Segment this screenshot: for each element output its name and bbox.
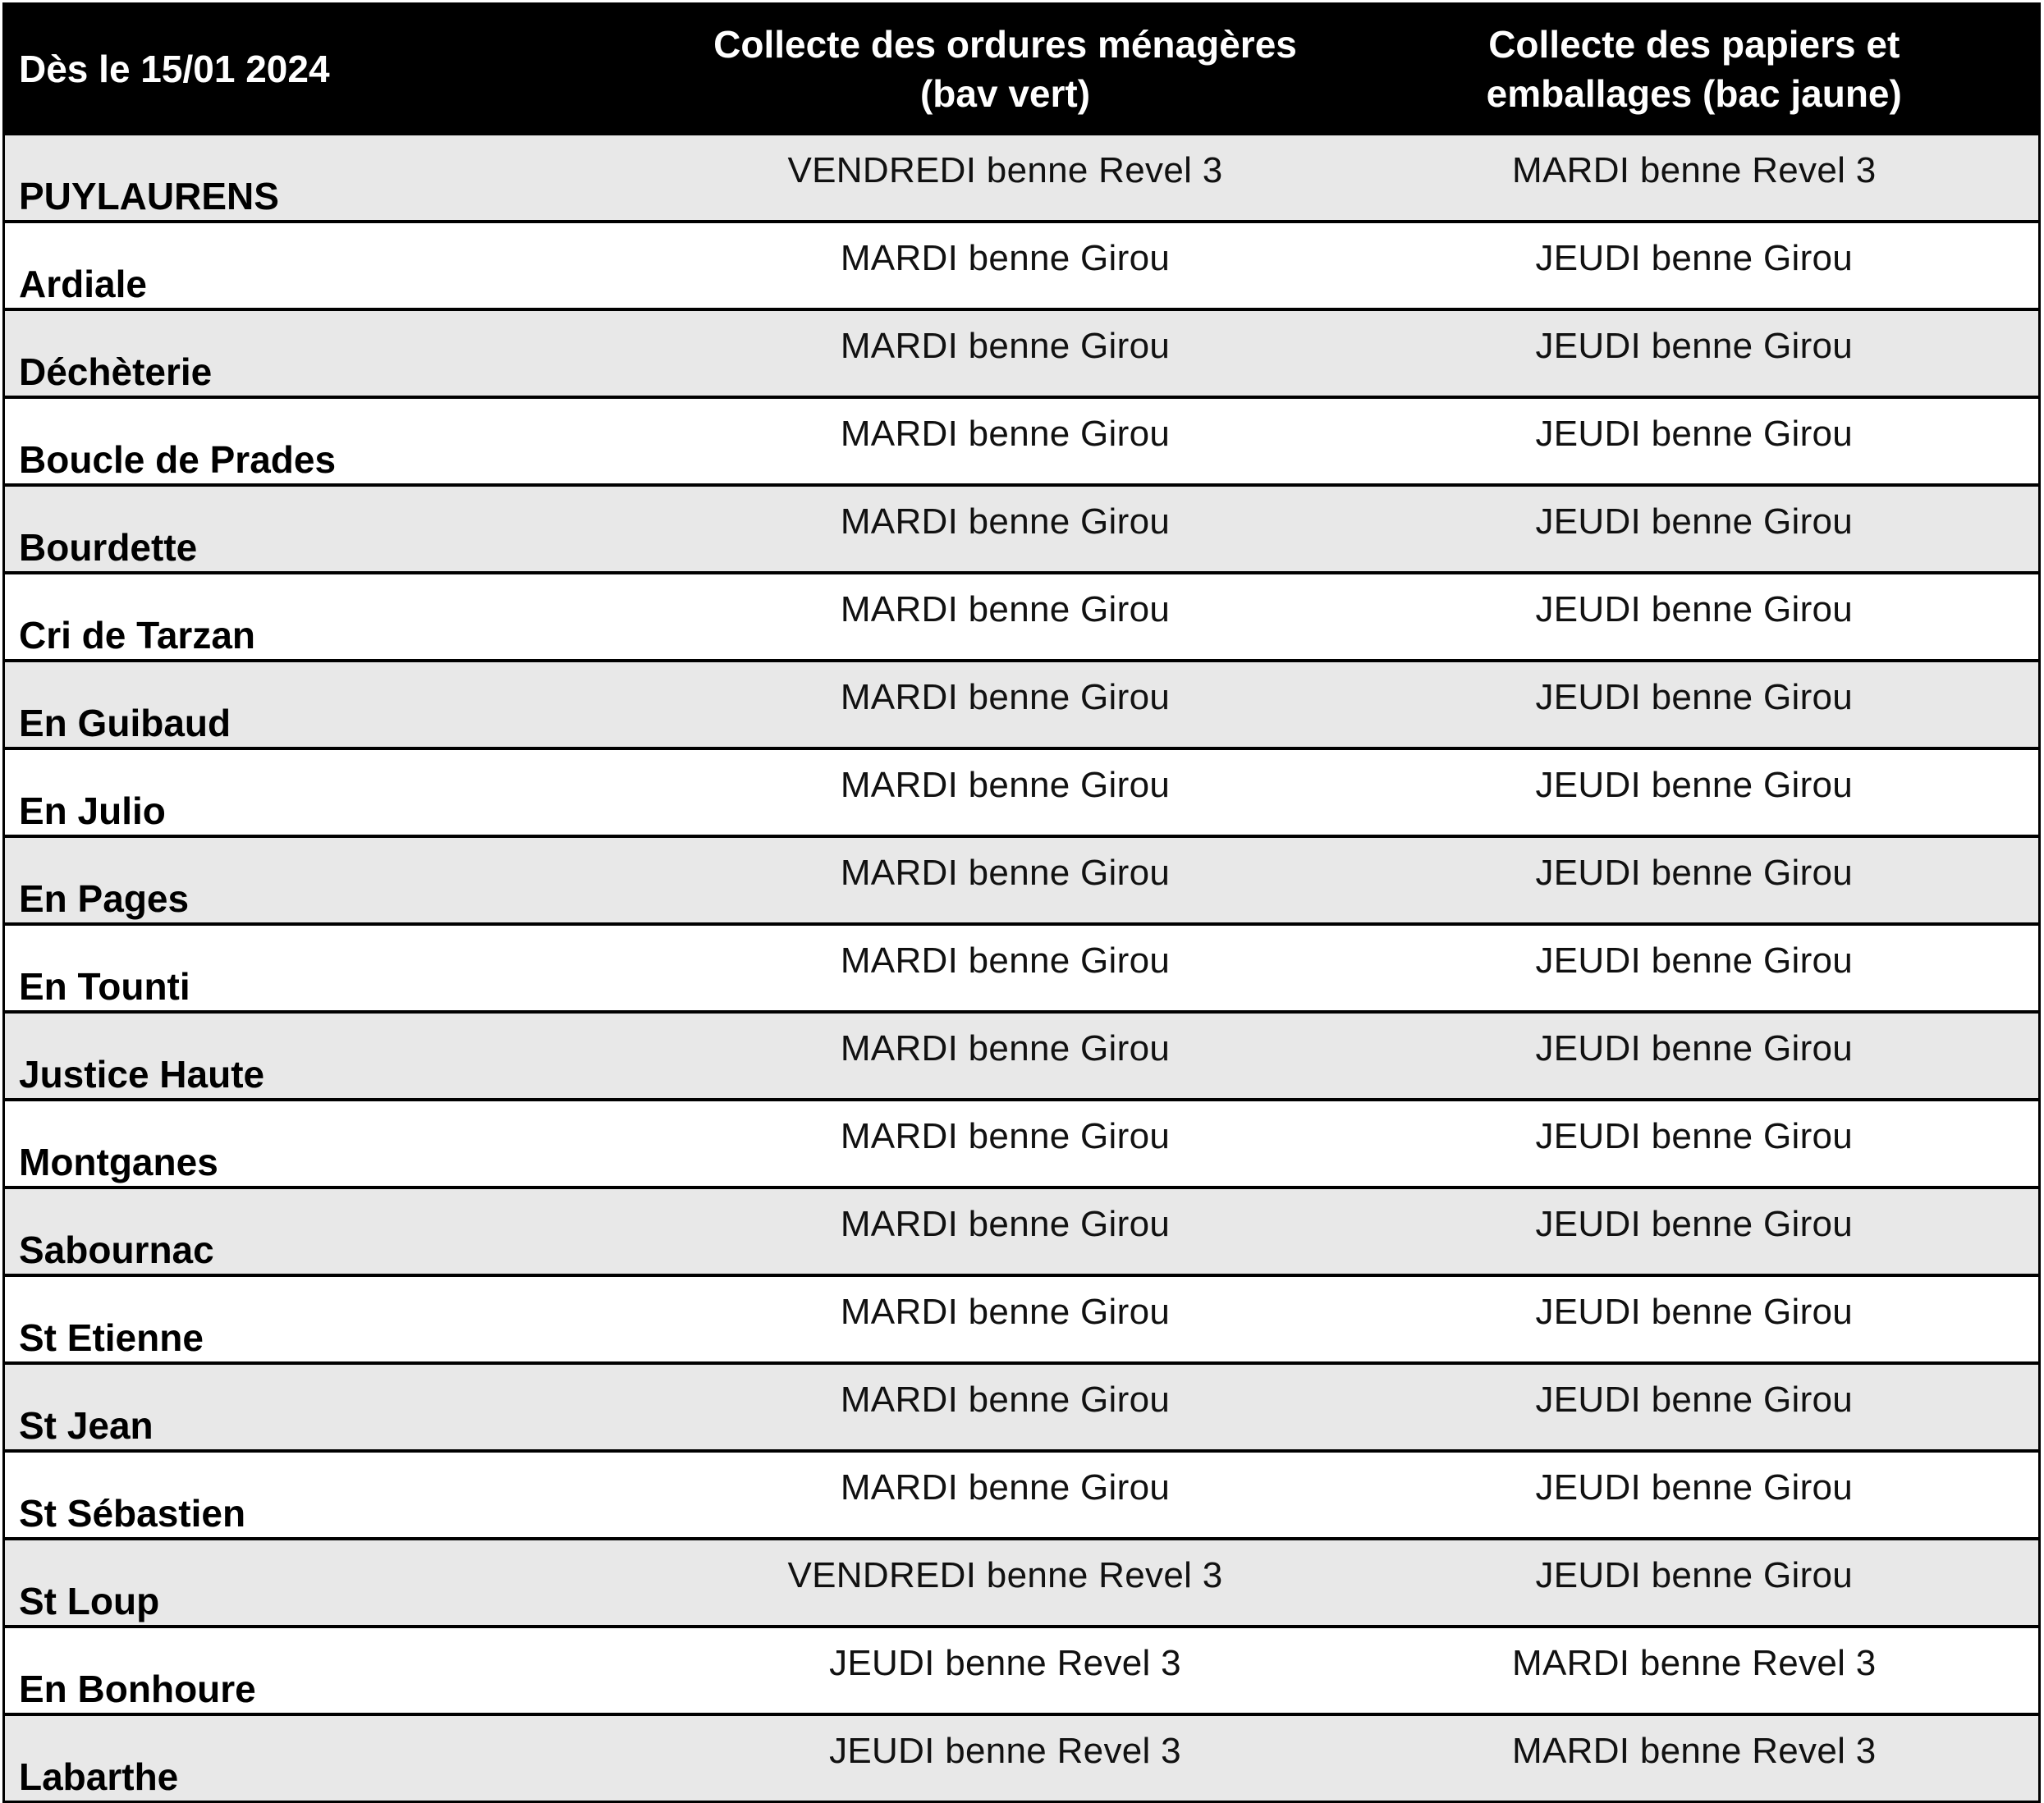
header-green-bin-line2: (bav vert) (919, 71, 1091, 115)
yellow-bin-schedule: JEUDI benne Girou (1350, 485, 2040, 573)
green-bin-schedule: MARDI benne Girou (661, 1188, 1350, 1275)
place-name: Déchèterie (4, 309, 661, 397)
table-row (4, 1539, 2040, 1627)
header-yellow-bin-line1: Collecte des papiers et (1488, 22, 1900, 66)
place-name: Bourdette (4, 485, 661, 573)
yellow-bin-schedule: JEUDI benne Girou (1350, 661, 2040, 748)
yellow-bin-schedule: JEUDI benne Girou (1350, 1275, 2040, 1363)
green-bin-schedule: MARDI benne Girou (661, 1363, 1350, 1451)
green-bin-schedule: MARDI benne Girou (661, 573, 1350, 661)
green-bin-schedule: MARDI benne Girou (661, 222, 1350, 309)
green-bin-schedule: VENDREDI benne Revel 3 (661, 1539, 1350, 1627)
place-name: En Tounti (4, 924, 661, 1012)
place-name: En Guibaud (4, 661, 661, 748)
table-row (4, 222, 2040, 309)
green-bin-schedule: MARDI benne Girou (661, 309, 1350, 397)
place-name: St Etienne (4, 1275, 661, 1363)
place-name: En Pages (4, 836, 661, 924)
place-name: Justice Haute (4, 1012, 661, 1100)
table-row (4, 1275, 2040, 1363)
yellow-bin-schedule: JEUDI benne Girou (1350, 397, 2040, 485)
table-row (4, 1627, 2040, 1714)
yellow-bin-schedule: JEUDI benne Girou (1350, 222, 2040, 309)
place-name: PUYLAURENS (4, 134, 661, 222)
place-name: St Loup (4, 1539, 661, 1627)
yellow-bin-schedule: MARDI benne Revel 3 (1350, 134, 2040, 222)
header-date-label: Dès le 15/01 2024 (4, 4, 661, 135)
table-row (4, 1451, 2040, 1539)
place-name: En Bonhoure (4, 1627, 661, 1714)
green-bin-schedule: MARDI benne Girou (661, 836, 1350, 924)
collection-schedule-table (2, 2, 2041, 1803)
header-yellow-bin-line2: emballages (bac jaune) (1486, 71, 1902, 115)
header-row (4, 4, 2040, 135)
place-name: Sabournac (4, 1188, 661, 1275)
header-green-bin-column (661, 4, 1350, 135)
table-row (4, 134, 2040, 222)
table-row (4, 573, 2040, 661)
green-bin-schedule: MARDI benne Girou (661, 1451, 1350, 1539)
yellow-bin-schedule: JEUDI benne Girou (1350, 1100, 2040, 1188)
green-bin-schedule: MARDI benne Girou (661, 924, 1350, 1012)
green-bin-schedule: MARDI benne Girou (661, 748, 1350, 836)
yellow-bin-schedule: JEUDI benne Girou (1350, 309, 2040, 397)
green-bin-schedule: MARDI benne Girou (661, 485, 1350, 573)
header-yellow-bin-column (1350, 4, 2040, 135)
green-bin-schedule: MARDI benne Girou (661, 1275, 1350, 1363)
green-bin-schedule: MARDI benne Girou (661, 1100, 1350, 1188)
table-row (4, 1363, 2040, 1451)
green-bin-schedule: MARDI benne Girou (661, 1012, 1350, 1100)
table-row (4, 661, 2040, 748)
place-name: Labarthe (4, 1714, 661, 1802)
table-row (4, 836, 2040, 924)
green-bin-schedule: JEUDI benne Revel 3 (661, 1627, 1350, 1714)
yellow-bin-schedule: JEUDI benne Girou (1350, 1451, 2040, 1539)
yellow-bin-schedule: JEUDI benne Girou (1350, 1012, 2040, 1100)
yellow-bin-schedule: JEUDI benne Girou (1350, 1188, 2040, 1275)
table-row (4, 1100, 2040, 1188)
table-row (4, 397, 2040, 485)
table-row (4, 1714, 2040, 1802)
place-name: En Julio (4, 748, 661, 836)
green-bin-schedule: MARDI benne Girou (661, 661, 1350, 748)
table-row (4, 309, 2040, 397)
place-name: Cri de Tarzan (4, 573, 661, 661)
table-row (4, 924, 2040, 1012)
yellow-bin-schedule: MARDI benne Revel 3 (1350, 1714, 2040, 1802)
yellow-bin-schedule: JEUDI benne Girou (1350, 1539, 2040, 1627)
yellow-bin-schedule: JEUDI benne Girou (1350, 573, 2040, 661)
table-row (4, 748, 2040, 836)
yellow-bin-schedule: JEUDI benne Girou (1350, 836, 2040, 924)
table-row (4, 485, 2040, 573)
yellow-bin-schedule: JEUDI benne Girou (1350, 1363, 2040, 1451)
yellow-bin-schedule: JEUDI benne Girou (1350, 924, 2040, 1012)
place-name: St Jean (4, 1363, 661, 1451)
green-bin-schedule: VENDREDI benne Revel 3 (661, 134, 1350, 222)
place-name: Boucle de Prades (4, 397, 661, 485)
place-name: Montganes (4, 1100, 661, 1188)
yellow-bin-schedule: JEUDI benne Girou (1350, 748, 2040, 836)
table-row (4, 1012, 2040, 1100)
green-bin-schedule: JEUDI benne Revel 3 (661, 1714, 1350, 1802)
yellow-bin-schedule: MARDI benne Revel 3 (1350, 1627, 2040, 1714)
header-green-bin-line1: Collecte des ordures ménagères (713, 22, 1297, 66)
green-bin-schedule: MARDI benne Girou (661, 397, 1350, 485)
place-name: St Sébastien (4, 1451, 661, 1539)
table-row (4, 1188, 2040, 1275)
place-name: Ardiale (4, 222, 661, 309)
